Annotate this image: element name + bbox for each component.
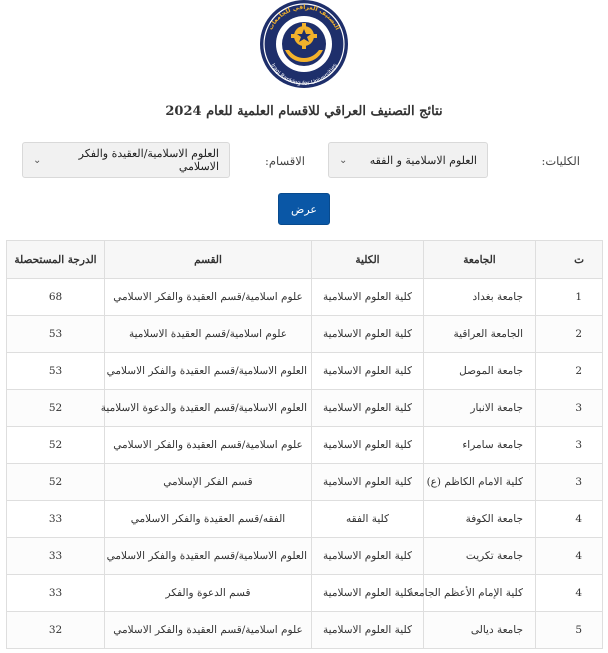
department-select[interactable] <box>22 142 230 178</box>
cell-rank: 4 <box>536 501 603 538</box>
cell-rank: 4 <box>536 538 603 575</box>
iraqi-ranking-logo <box>255 0 353 90</box>
table-row <box>7 316 603 353</box>
cell-university: جامعة الموصل <box>424 353 536 390</box>
header-university[interactable]: الجامعة <box>424 241 536 279</box>
cell-college: كلية الفقه <box>312 501 424 538</box>
logo-arc-text-bottom: Iraqi Ranking for Universities <box>269 62 339 88</box>
cell-department: العلوم الاسلامية/قسم العقيدة والدعوة الاسلامية <box>105 390 312 427</box>
logo-arc-text-top: التصنيف العراقي للجامعات <box>267 3 341 32</box>
cell-college: كلية العلوم الاسلامية <box>312 390 424 427</box>
cell-college: كلية العلوم الاسلامية <box>312 464 424 501</box>
cell-score: 52 <box>7 390 105 427</box>
chevron-down-icon: ⌄ <box>339 154 348 166</box>
cell-rank: 5 <box>536 612 603 649</box>
cell-university: جامعة الكوفة <box>424 501 536 538</box>
cell-rank: 3 <box>536 427 603 464</box>
cell-college: كلية العلوم الاسلامية <box>312 316 424 353</box>
chevron-down-icon: ⌄ <box>33 154 42 166</box>
cell-university: جامعة ديالى <box>424 612 536 649</box>
cell-department: علوم اسلامية/قسم العقيدة والفكر الاسلامي <box>105 612 312 649</box>
cell-score: 68 <box>7 279 105 316</box>
table-row <box>7 538 603 575</box>
cell-score: 32 <box>7 612 105 649</box>
cell-university: الجامعة العراقية <box>424 316 536 353</box>
college-filter-label: الكليات: <box>541 154 580 168</box>
cell-college: كلية العلوم الاسلامية <box>312 279 424 316</box>
table-row <box>7 390 603 427</box>
cell-department: قسم الفكر الإسلامي <box>105 464 312 501</box>
table-row <box>7 353 603 390</box>
cell-score: 52 <box>7 427 105 464</box>
table-row <box>7 612 603 649</box>
cell-college: كلية العلوم الاسلامية <box>312 353 424 390</box>
table-row <box>7 464 603 501</box>
cell-rank: 2 <box>536 316 603 353</box>
cell-score: 52 <box>7 464 105 501</box>
cell-university: كلية الإمام الأعظم الجامعة <box>424 575 536 612</box>
cell-college: كلية العلوم الاسلامية <box>312 538 424 575</box>
cell-department: علوم اسلامية/قسم العقيدة الاسلامية <box>105 316 312 353</box>
table-header-row <box>7 241 603 279</box>
header-rank[interactable]: ت <box>536 241 603 279</box>
college-select-value: العلوم الاسلامية و الفقه <box>369 153 477 167</box>
table-row <box>7 279 603 316</box>
cell-rank: 3 <box>536 464 603 501</box>
cell-university: كلية الامام الكاظم (ع) <box>424 464 536 501</box>
cell-college: كلية العلوم الاسلامية <box>312 612 424 649</box>
header-score[interactable]: الدرجة المستحصلة <box>7 241 105 279</box>
cell-department: الفقه/قسم العقيدة والفكر الاسلامي <box>105 501 312 538</box>
table-row <box>7 427 603 464</box>
cell-university: جامعة بغداد <box>424 279 536 316</box>
department-filter-label: الاقسام: <box>264 154 305 168</box>
cell-university: جامعة سامراء <box>424 427 536 464</box>
cell-score: 53 <box>7 316 105 353</box>
cell-college: كلية العلوم الاسلامية <box>312 427 424 464</box>
cell-score: 53 <box>7 353 105 390</box>
table-row <box>7 575 603 612</box>
cell-rank: 1 <box>536 279 603 316</box>
cell-score: 33 <box>7 575 105 612</box>
cell-department: علوم اسلامية/قسم العقيدة والفكر الاسلامي <box>105 427 312 464</box>
cell-score: 33 <box>7 501 105 538</box>
header-department[interactable]: القسم <box>105 241 312 279</box>
cell-rank: 3 <box>536 390 603 427</box>
cell-department: قسم الدعوة والفكر <box>105 575 312 612</box>
cell-department: العلوم الاسلامية/قسم العقيدة والفكر الاسلامي <box>105 538 312 575</box>
cell-score: 33 <box>7 538 105 575</box>
cell-rank: 4 <box>536 575 603 612</box>
header-college[interactable]: الكلية <box>312 241 424 279</box>
cell-college: كلية العلوم الاسلامية <box>312 575 424 612</box>
cell-department: علوم اسلامية/قسم العقيدة والفكر الاسلامي <box>105 279 312 316</box>
department-select-value: العلوم الاسلامية/العقيدة والفكر الاسلامي <box>78 147 219 173</box>
cell-university: جامعة تكريت <box>424 538 536 575</box>
page-title: نتائج التصنيف العراقي للاقسام العلمية للعام 2024 <box>165 104 443 119</box>
college-select[interactable] <box>328 142 488 178</box>
cell-rank: 2 <box>536 353 603 390</box>
show-button[interactable]: عرض <box>278 193 330 225</box>
results-table <box>6 240 603 649</box>
table-row <box>7 501 603 538</box>
cell-department: العلوم الاسلامية/قسم العقيدة والفكر الاسلامي <box>105 353 312 390</box>
cell-university: جامعة الانبار <box>424 390 536 427</box>
